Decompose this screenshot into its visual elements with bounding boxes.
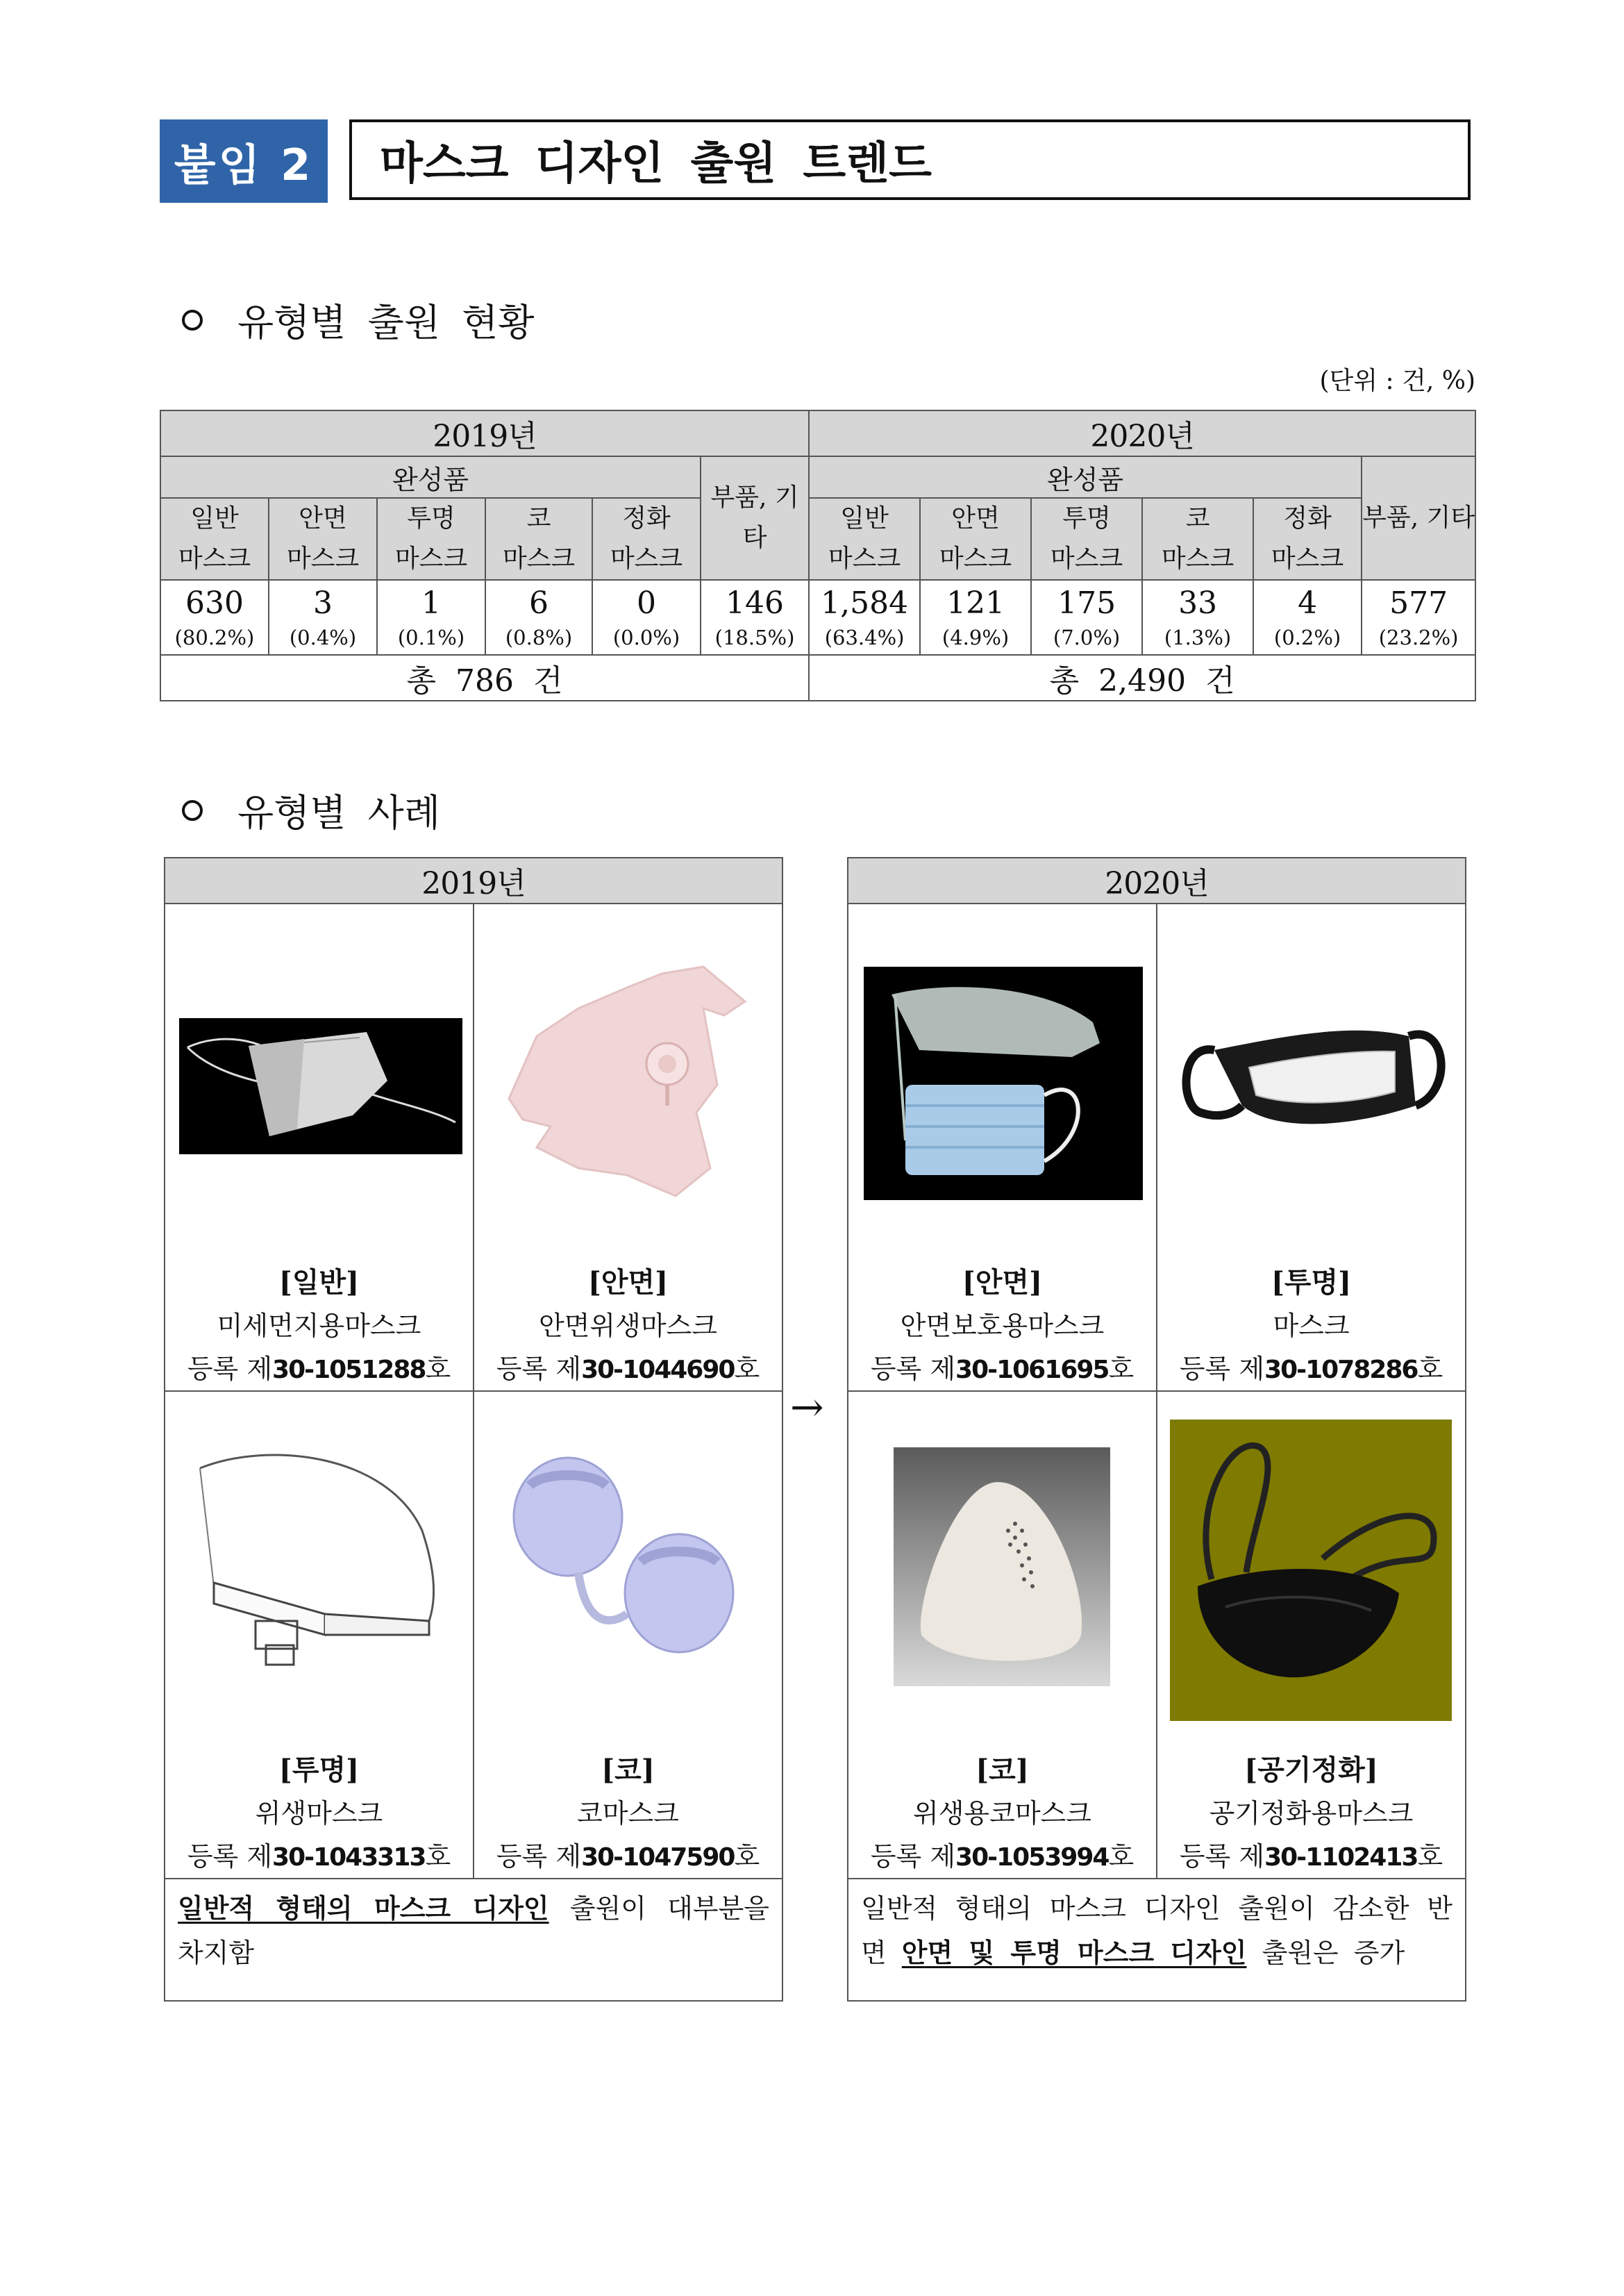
example-2019-transparent <box>165 1391 474 1879</box>
percent-cell: (1.3%) <box>1142 621 1253 655</box>
year-header-2020: 2020년 <box>809 410 1475 456</box>
kf94-mask-photo-icon <box>179 1018 462 1154</box>
unit-note: (단위 : 건, %) <box>1319 367 1475 395</box>
count-cell: 1 <box>377 580 485 621</box>
other-header-2019: 부품, 기타 <box>701 456 809 580</box>
section-title: 유형별 출원 현황 <box>237 301 535 344</box>
examples-year-2019: 2019년 <box>165 858 782 904</box>
example-2019-general <box>165 904 474 1391</box>
category-header: 투명 마스크 <box>1031 498 1142 580</box>
example-caption: [투명] 위생마스크 등록 제30-1043313호 <box>187 1754 451 1872</box>
count-cell: 3 <box>269 580 377 621</box>
filing-stats-table <box>160 410 1476 701</box>
group-header-finished-2020: 완성품 <box>809 456 1362 498</box>
category-header: 투명 마스크 <box>377 498 485 580</box>
example-2019-face <box>474 904 782 1391</box>
clear-window-mask-photo-icon <box>1173 1008 1452 1147</box>
example-2020-face <box>848 904 1157 1391</box>
example-2020-transparent <box>1157 904 1466 1391</box>
page-title: 마스크 디자인 출원 트렌드 <box>349 119 1471 200</box>
percent-cell: (0.8%) <box>485 621 592 655</box>
category-header: 코 마스크 <box>485 498 592 580</box>
summary-2019: 일반적 형태의 마스크 디자인 출원이 대부분을 차지함 <box>165 1879 782 2001</box>
nose-mask-render-icon <box>502 1454 759 1683</box>
year-header-2019: 2019년 <box>160 410 809 456</box>
section-heading-status <box>182 293 534 347</box>
face-hygiene-mask-photo-icon <box>495 960 759 1224</box>
example-caption: [공기정화] 공기정화용마스크 등록 제30-1102413호 <box>1179 1754 1443 1872</box>
example-caption: [코] 위생용코마스크 등록 제30-1053994호 <box>870 1754 1135 1872</box>
example-caption: [투명] 마스크 등록 제30-1078286호 <box>1179 1266 1443 1384</box>
percent-cell: (0.0%) <box>592 621 701 655</box>
example-caption: [코] 코마스크 등록 제30-1047590호 <box>496 1754 760 1872</box>
category-header: 안면 마스크 <box>920 498 1031 580</box>
nose-cover-render-icon <box>894 1447 1110 1686</box>
category-header: 정화 마스크 <box>592 498 701 580</box>
category-header: 정화 마스크 <box>1253 498 1362 580</box>
percent-cell: (63.4%) <box>809 621 920 655</box>
group-header-finished-2019: 완성품 <box>160 456 701 498</box>
count-cell: 1,584 <box>809 580 920 621</box>
air-purifier-mask-photo-icon <box>1170 1420 1452 1721</box>
count-cell: 4 <box>1253 580 1362 621</box>
examples-year-2020: 2020년 <box>848 858 1466 904</box>
example-2020-air-purifier <box>1157 1391 1466 1879</box>
category-header: 일반 마스크 <box>160 498 269 580</box>
percent-cell: (80.2%) <box>160 621 269 655</box>
transparent-shield-drawing-icon <box>186 1447 450 1683</box>
section-heading-examples <box>182 783 440 837</box>
percent-cell: (0.2%) <box>1253 621 1362 655</box>
percent-cell: (23.2%) <box>1362 621 1475 655</box>
percent-cell: (4.9%) <box>920 621 1031 655</box>
category-header: 일반 마스크 <box>809 498 920 580</box>
attachment-tag: 붙임 2 <box>160 119 328 203</box>
count-cell: 121 <box>920 580 1031 621</box>
count-cell: 577 <box>1362 580 1475 621</box>
bullet-circle-icon <box>182 800 203 821</box>
other-header-2020: 부품, 기타 <box>1362 456 1475 580</box>
example-caption: [일반] 미세먼지용마스크 등록 제30-1051288호 <box>187 1266 451 1384</box>
summary-2020: 일반적 형태의 마스크 디자인 출원이 감소한 반면 안면 및 투명 마스크 디자인 출원은 증가 <box>848 1879 1466 2001</box>
trend-arrow-icon: → <box>790 1383 824 1431</box>
category-header: 안면 마스크 <box>269 498 377 580</box>
example-2020-nose <box>848 1391 1157 1879</box>
count-cell: 6 <box>485 580 592 621</box>
total-2020: 총 2,490 건 <box>809 655 1475 701</box>
count-cell: 0 <box>592 580 701 621</box>
count-cell: 630 <box>160 580 269 621</box>
bullet-circle-icon <box>182 310 203 331</box>
example-caption: [안면] 안면위생마스크 등록 제30-1044690호 <box>496 1266 760 1384</box>
percent-cell: (0.4%) <box>269 621 377 655</box>
example-2019-nose <box>474 1391 782 1879</box>
percent-cell: (0.1%) <box>377 621 485 655</box>
count-cell: 146 <box>701 580 809 621</box>
section-title: 유형별 사례 <box>237 791 440 835</box>
example-caption: [안면] 안면보호용마스크 등록 제30-1061695호 <box>870 1266 1135 1384</box>
count-cell: 33 <box>1142 580 1253 621</box>
examples-table-2020 <box>847 857 1466 2002</box>
percent-cell: (18.5%) <box>701 621 809 655</box>
face-shield-mask-photo-icon <box>864 967 1143 1200</box>
percent-cell: (7.0%) <box>1031 621 1142 655</box>
count-cell: 175 <box>1031 580 1142 621</box>
category-header: 코 마스크 <box>1142 498 1253 580</box>
examples-table-2019 <box>164 857 783 2002</box>
total-2019: 총 786 건 <box>160 655 809 701</box>
